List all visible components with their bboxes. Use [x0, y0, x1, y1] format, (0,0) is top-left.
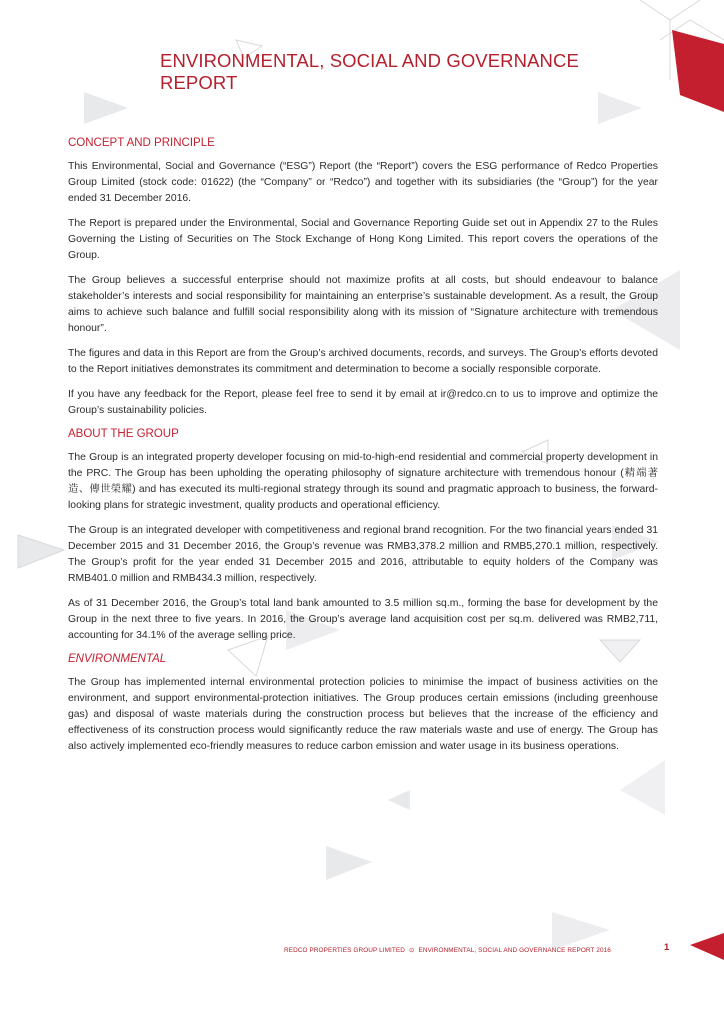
paragraph: This Environmental, Social and Governance (“ESG”) Report (the “Report”) covers the ESG performance of Redco Properties Group Limited (stock code: 01622) (the “Company” or “Redco”) and together with its subsidiaries (the “Group”) for the year ended 31 December 2016. [68, 161, 658, 204]
page-number: 1 [664, 942, 670, 953]
footer-company: REDCO PROPERTIES GROUP LIMITED [284, 947, 406, 954]
report-body [68, 137, 658, 764]
section-heading-environmental: ENVIRONMENTAL [68, 653, 167, 665]
section-heading-about: ABOUT THE GROUP [68, 428, 179, 440]
paragraph: As of 31 December 2016, the Group’s total land bank amounted to 3.5 million sq.m., forming the base for development by the Group in the next three to five years. In 2016, the Group’s average land acquisition cost per sq.m. delivered was RMB2,711, accounting for 34.1% of the average selling price. [68, 598, 658, 641]
page-footer [284, 946, 664, 954]
paragraph: The Report is prepared under the Environmental, Social and Governance Reporting Guide set out in Appendix 27 to the Rules Governing the Listing of Securities on The Stock Exchange of Hong Kong Limited. This report covers the operations of the Group. [68, 218, 658, 261]
page-title: ENVIRONMENTAL, SOCIAL AND GOVERNANCE REPORT [160, 50, 579, 93]
paragraph: The Group is an integrated property developer focusing on mid-to-high-end residential and commercial property development in the PRC. The Group has been upholding the operating philosophy of signature architecture with tremendous honour (精端著造、傳世榮耀) and has executed its multi-regional strategy through its sound and pragmatic approach to business, the forward-looking plans for strategic investment, quality products and operational efficiency. [68, 452, 658, 511]
paragraph: If you have any feedback for the Report, please feel free to send it by email at ir@redco.cn to us to improve and optimize the Group’s sustainability policies. [68, 389, 658, 416]
section-heading-concept: CONCEPT AND PRINCIPLE [68, 137, 215, 149]
paragraph: The figures and data in this Report are from the Group’s archived documents, records, and surveys. The Group’s efforts devoted to the Report initiatives demonstrates its commitment and determination to become a socially responsible corporate. [68, 348, 658, 375]
paragraph: The Group has implemented internal environmental protection policies to minimise the impact of business activities on the environment, and support environmental-protection initiatives. The Group produces certain emissions (including greenhouse gas) and disposal of waste materials during the construction process but believes that the increase of the efficiency and effectiveness of its construction process would significantly reduce the raw materials waste and use of energy. The Group has also actively implemented eco-friendly measures to reduce carbon emission and water usage in its business operations. [68, 677, 658, 752]
footer-report-title: ENVIRONMENTAL, SOCIAL AND GOVERNANCE REPORT 2016 [418, 947, 611, 954]
footer-separator-icon: ⊙ [409, 947, 415, 954]
paragraph: The Group is an integrated developer with competitiveness and regional brand recognition. For the two financial years ended 31 December 2015 and 31 December 2016, the Group’s revenue was RMB3,378.2 million and RMB5,270.1 million, respectively. The Group’s profit for the year ended 31 December 2015 and 2016, attributable to equity holders of the Company was RMB401.0 million and RMB434.3 million, respectively. [68, 525, 658, 584]
paragraph: The Group believes a successful enterprise should not maximize profits at all costs, but should endeavour to balance stakeholder’s interests and social responsibility for maintaining an enterprise’s sustainable development. As a result, the Group aims to achieve such balance and fulfill social responsibility along with its mission of “Signature architecture with tremendous honour”. [68, 275, 658, 334]
